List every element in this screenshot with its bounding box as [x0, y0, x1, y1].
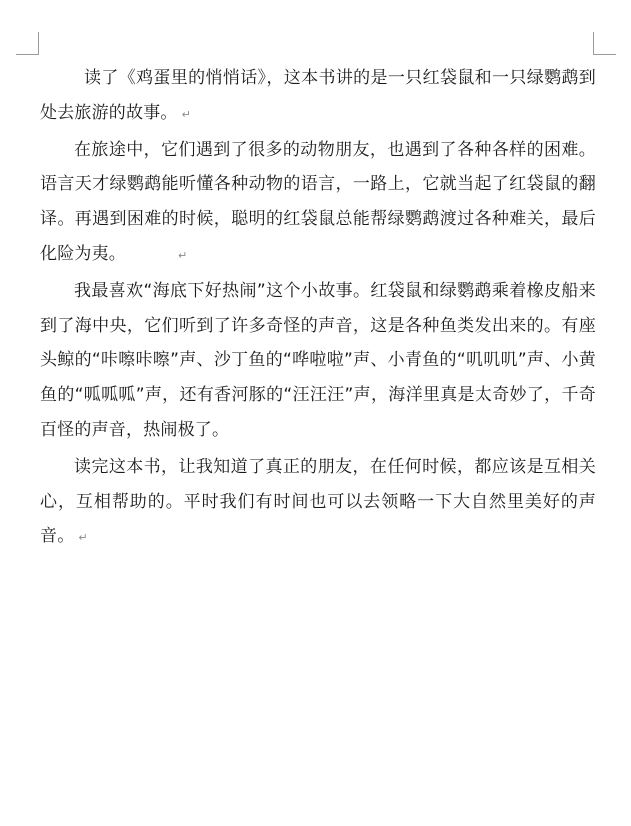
paragraph-1[interactable] — [40, 61, 596, 133]
paragraph-mark-icon: ↵ — [178, 248, 188, 262]
paragraph-3-text: 我最喜欢“海底下好热闹”这个小故事。红袋鼠和绿鹦鹉乘着橡皮船来到了海中央，它们听到了许多奇怪的声音，这是各种鱼类发出来的。有座头鲸的“咔嚓咔嚓”声、沙丁鱼的“哗啦啦”声、小青鱼的“叽叽叽”声、小黄鱼的“呱呱呱”声，还有香河豚的“汪汪汪”声，海洋里真是太奇妙了，千奇百怪的声音，热闹极了。 — [40, 280, 596, 440]
crop-mark-top-right — [593, 32, 616, 55]
paragraph-1-text: 读了《鸡蛋里的悄悄话》，这本书讲的是一只红袋鼠和一只绿鹦鹉到处去旅游的故事。 — [40, 68, 596, 123]
document-body[interactable] — [40, 61, 596, 556]
paragraph-2[interactable] — [40, 133, 596, 274]
paragraph-4-text: 读完这本书，让我知道了真正的朋友，在任何时候，都应该是互相关心，互相帮助的。平时我们有时间也可以去领略一下大自然里美好的声音。 — [40, 456, 596, 547]
paragraph-2-text: 在旅途中，它们遇到了很多的动物朋友，也遇到了各种各样的困难。语言天才绿鹦鹉能听懂各种动物的语言，一路上，它就当起了红袋鼠的翻译。再遇到困难的时候，聪明的红袋鼠总能帮绿鹦鹉渡过各种难关，最后化险为夷。 — [40, 139, 596, 264]
paragraph-4[interactable] — [40, 450, 596, 556]
paragraph-mark-icon: ↵ — [181, 107, 192, 121]
crop-mark-top-left — [16, 32, 39, 55]
paragraph-3[interactable] — [40, 274, 596, 450]
paragraph-mark-icon: ↵ — [78, 531, 88, 545]
